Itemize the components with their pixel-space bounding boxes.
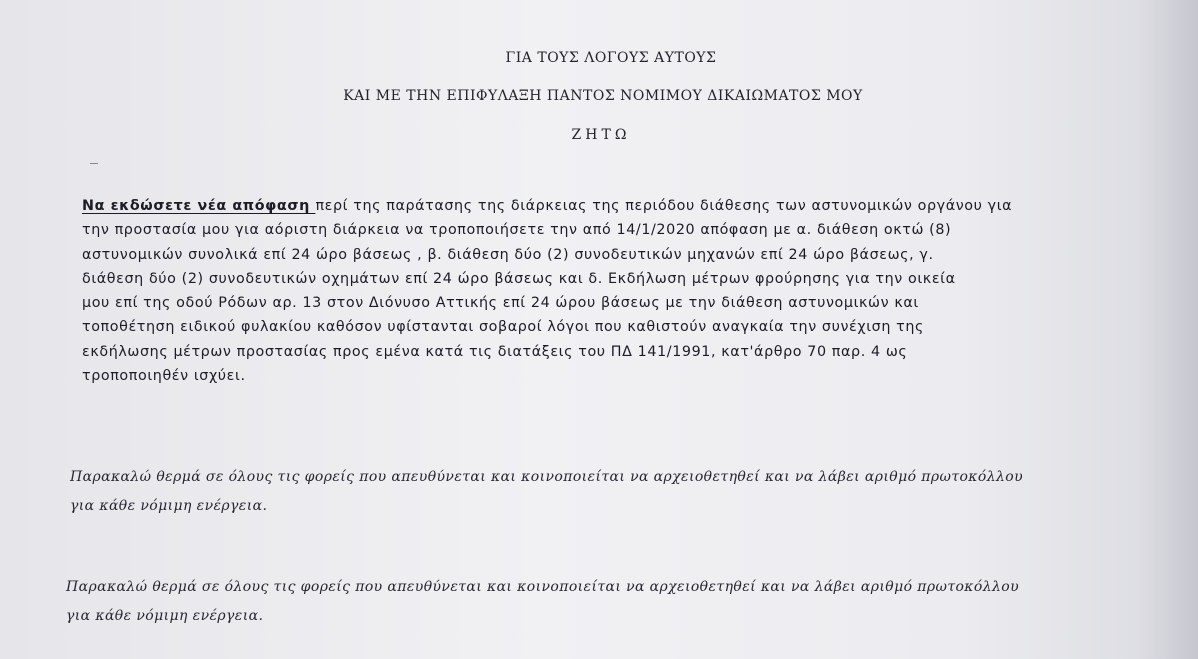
request-underlined-lead: Να εκδώσετε νέα απόφαση xyxy=(82,198,316,214)
closing-1-line-2: για κάθε νόμιμη ενέργεια. xyxy=(70,498,268,514)
closing-paragraph-1 xyxy=(70,463,1180,521)
heading-reasons: ΓΙΑ ΤΟΥΣ ΛΟΓΟΥΣ ΑΥΤΟΥΣ xyxy=(505,50,717,66)
request-line-1 xyxy=(82,194,1142,218)
request-line-6: τοποθέτηση ειδικού φυλακίου καθόσον υφίστανται σοβαροί λόγοι που καθιστούν αναγκαία την συνέχιση της xyxy=(82,319,924,336)
request-line-5: μου επί της οδού Ρόδων αρ. 13 στον Διόνυσο Αττικής επί 24 ώρου βάσεως με την διάθεση αστυνομικών και xyxy=(82,295,919,312)
closing-2-line-2: για κάθε νόμιμη ενέργεια. xyxy=(66,608,264,624)
stray-mark xyxy=(90,163,98,164)
request-line-1-rest: περί της παράτασης της διάρκειας της περιόδου διάθεσης των αστυνομικών οργάνου για xyxy=(315,198,1013,214)
request-line-8: τροποποιηθέν ισχύει. xyxy=(82,368,246,385)
request-line-3: αστυνομικών συνολικά επί 24 ώρο βάσεως , β. διάθεση δύο (2) συνοδευτικών μηχανών επί 24 ώρο βάσεως, γ. xyxy=(82,246,934,263)
request-line-4: διάθεση δύο (2) συνοδευτικών οχημάτων επί 24 ώρο βάσεως και δ. Εκδήλωση μέτρων φρούρησης για την οικεία xyxy=(82,270,956,287)
closing-paragraph-2 xyxy=(66,573,1186,631)
heading-request: ΖΗΤΩ xyxy=(571,127,631,143)
heading-reservation: ΚΑΙ ΜΕ ΤΗΝ ΕΠΙΦΥΛΑΞΗ ΠΑΝΤΟΣ ΝΟΜΙΜΟΥ ΔΙΚΑΙΩΜΑΤΟΣ ΜΟΥ xyxy=(343,88,863,104)
closing-1-line-1: Παρακαλώ θερμά σε όλους τις φορείς που απευθύνεται και κοινοποιείται να αρχειοθετηθεί και να λάβει αριθμό πρωτοκόλλου xyxy=(70,469,1023,485)
closing-2-line-1: Παρακαλώ θερμά σε όλους τις φορείς που απευθύνεται και κοινοποιείται να αρχειοθετηθεί και να λάβει αριθμό πρωτοκόλλου xyxy=(66,579,1019,595)
request-paragraph xyxy=(82,194,1142,388)
request-line-7: εκδήλωσης μέτρων προστασίας προς εμένα κατά τις διατάξεις του ΠΔ 141/1991, κατ'άρθρο 70 παρ. 4 ως xyxy=(82,343,908,360)
request-line-2: την προστασία μου για αόριστη διάρκεια να τροποποιήσετε την από 14/1/2020 απόφαση με α. διάθεση οκτώ (8) xyxy=(82,222,952,239)
